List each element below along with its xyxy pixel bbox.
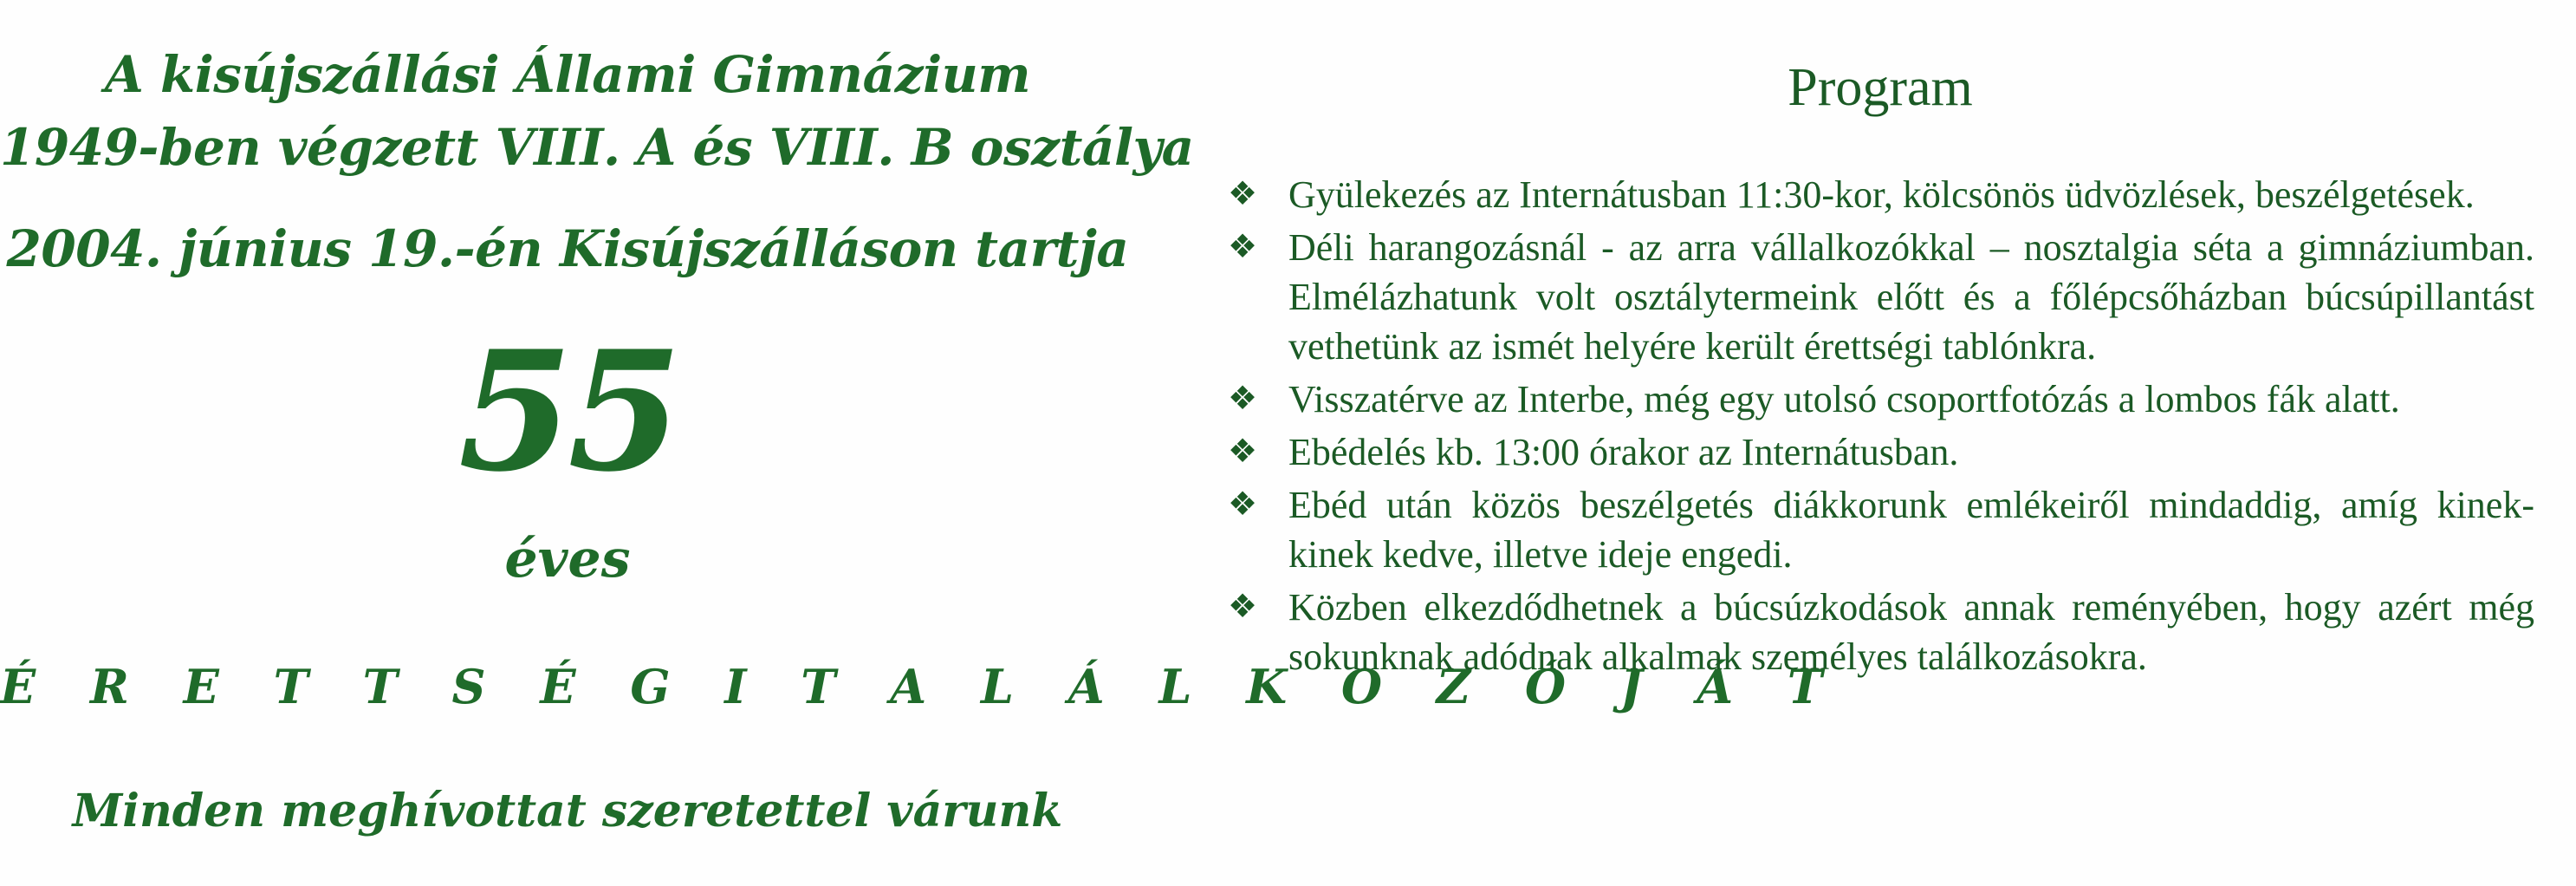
program-item: [1226, 223, 2534, 371]
diamond-bullet-icon: ❖: [1228, 176, 1258, 212]
class-graduated: 1949-ben végzett VIII. A és VIII. B osztálya: [0, 118, 1194, 177]
program-item-text: Közben elkezdődhetnek a búcsúzkodások annak reményében, hogy azért még sokunknak adódnak alkalmak személyes találkozásokra.: [1288, 586, 2534, 678]
diamond-bullet-icon: ❖: [1228, 433, 1258, 470]
program-item: [1226, 427, 2534, 477]
diamond-bullet-icon: ❖: [1228, 229, 1258, 265]
event-date-place: 2004. június 19.-én Kisújszálláson tartja: [6, 219, 1129, 278]
program-panel: [1226, 0, 2534, 886]
program-item: [1226, 583, 2534, 681]
program-item-text: Gyülekezés az Internátusban 11:30-kor, kölcsönös üdvözlések, beszélgetések.: [1288, 173, 2475, 216]
program-item-text: Ebédelés kb. 13:00 órakor az Internátusban.: [1288, 431, 1959, 473]
program-title: Program: [1788, 58, 1973, 117]
years-number: 55: [457, 315, 678, 508]
years-label: éves: [504, 529, 631, 590]
closing-line: Minden meghívottat szeretettel várunk: [72, 785, 1063, 837]
event-name: É R E T T S É G I T A L Á L K O Z Ó J Á T: [0, 659, 1842, 714]
diamond-bullet-icon: ❖: [1228, 381, 1258, 417]
program-item: [1226, 480, 2534, 579]
diamond-bullet-icon: ❖: [1228, 486, 1258, 523]
program-item-text: Visszatérve az Interbe, még egy utolsó csoportfotózás a lombos fák alatt.: [1288, 378, 2400, 420]
diamond-bullet-icon: ❖: [1228, 589, 1258, 625]
program-list: [1226, 170, 2534, 685]
program-item-text: Déli harangozásnál - az arra vállalkozókkal – nosztalgia séta a gimnáziumban. Elmélázhatunk volt osztálytermeink előtt és a főlépcsőházban búcsúpillantást vethetünk az ismét helyére került érettségi tablónkra.: [1288, 226, 2534, 368]
program-item: [1226, 375, 2534, 424]
school-name: A kisújszállási Állami Gimnázium: [104, 45, 1031, 104]
program-item: [1226, 170, 2534, 219]
program-item-text: Ebéd után közös beszélgetés diákkorunk emlékeiről mindaddig, amíg kinek-kinek kedve, illetve ideje engedi.: [1288, 484, 2534, 576]
